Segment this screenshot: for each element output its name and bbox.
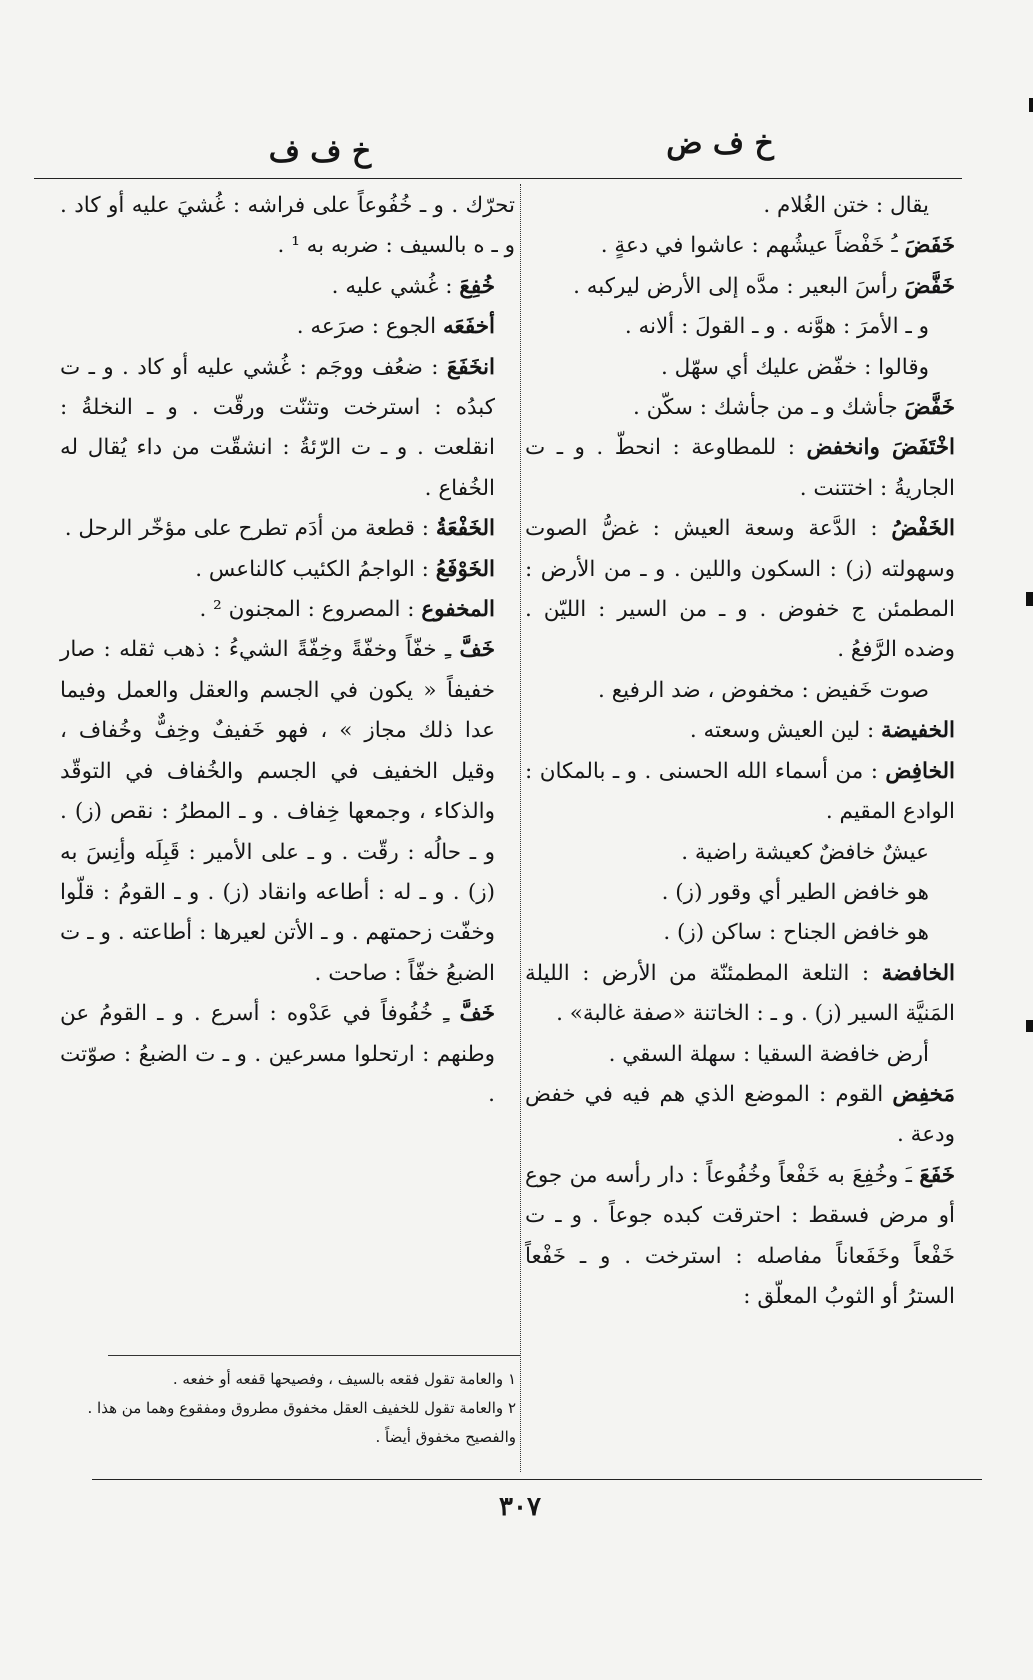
entry-headword: خَفَعَ: [919, 1162, 955, 1188]
entry-definition: صوت خَفيض : مخفوض ، ضد الرفيع .: [598, 677, 929, 703]
dictionary-entry: [525, 226, 955, 266]
entry-headword: خُفِعَ: [459, 273, 495, 299]
entry-headword: الخافِض: [885, 758, 955, 784]
entry-headword: المخفوع: [421, 597, 495, 623]
dictionary-entry: [60, 267, 515, 307]
dictionary-entry: [525, 913, 955, 953]
entry-headword: أخفَعَه: [442, 314, 495, 340]
entry-definition: ـُ خَفْضاً عيشُهم : عاشوا في دعةٍ .: [600, 233, 905, 259]
entry-definition: : غُشي عليه .: [331, 273, 460, 299]
entry-definition: : الدَّعة وسعة العيش : غضُّ الصوت وسهولته (ز) : السكون واللين . و ـ من الأرض : المطمئن ج خفوض . و ـ من السير : الليّن . وضده الرَّفعُ .: [525, 516, 955, 663]
entry-headword: انخَفَعَ: [446, 354, 495, 380]
dictionary-entry: [525, 1035, 955, 1075]
entry-definition: الجوع : صرَعه .: [296, 314, 443, 340]
dictionary-entry: [525, 833, 955, 873]
dictionary-entry: [525, 954, 955, 1035]
entry-definition: عيشٌ خافضٌ كعيشة راضية .: [681, 839, 929, 865]
dictionary-entry: [525, 348, 955, 388]
entry-headword: الخَفْضُ: [891, 516, 955, 542]
footnote-1: ١ والعامة تقول فقعه بالسيف ، وفصيحها قفعه أو خفعه .: [172, 1370, 516, 1388]
dictionary-entry: [60, 550, 515, 590]
dictionary-entry: [60, 307, 515, 347]
right-column: [525, 186, 955, 1317]
entry-headword: خَفَّضَ: [904, 273, 955, 299]
entry-definition: : لين العيش وسعته .: [689, 718, 882, 744]
edge-mark-middle: [1026, 592, 1033, 606]
dictionary-entry: [525, 752, 955, 833]
entry-definition: ـِ خُفُوفاً في عَدْوه : أسرع . و ـ القومُ عن وطنهم : ارتحلوا مسرعين . و ـ ت الضبعُ : صوّتت .: [60, 1001, 495, 1107]
entry-headword: خَفَّضَ: [904, 395, 955, 421]
entry-definition: و ـ الأمرَ : هوَّنه . و ـ القولَ : ألانه .: [624, 314, 929, 340]
entry-headword: اخْتَفَضَ وانخفض: [806, 435, 955, 461]
page-header: [0, 118, 1033, 178]
entry-definition: : التلعة المطمئنّة من الأرض : الليلة المَنيَّة السير (ز) . و ـ : الخاتنة «صفة غالبة» .: [525, 960, 955, 1027]
entry-headword: مَخفِض: [892, 1081, 955, 1107]
entry-definition: أرض خافضة السقيا : سهلة السقي .: [608, 1041, 929, 1067]
dictionary-entry: [525, 1075, 955, 1156]
entry-definition: هو خافض الجناح : ساكن (ز) .: [663, 920, 929, 946]
entry-headword: الخفيضة: [881, 718, 955, 744]
dictionary-entry: [60, 186, 515, 267]
dictionary-entry: [60, 994, 515, 1115]
entry-definition: رأسَ البعير : مدَّه إلى الأرض ليركبه .: [573, 273, 905, 299]
dictionary-entry: [525, 267, 955, 307]
dictionary-entry: [525, 1156, 955, 1318]
header-rule: [34, 178, 962, 179]
dictionary-entry: [60, 348, 515, 510]
entry-definition: : قطعة من أدَم تطرح على مؤخّر الرحل .: [64, 516, 436, 542]
entry-headword: الخَفْعَةُ: [435, 516, 495, 542]
dictionary-entry: [525, 711, 955, 751]
entry-headword: خَفَضَ: [904, 233, 955, 259]
page-number: ٣٠٧: [499, 1492, 541, 1522]
header-root-right: خ ف ض: [666, 126, 774, 161]
entry-definition: وقالوا : خفّض عليك أي سهّل .: [661, 354, 929, 380]
entry-definition: : ضعُف ووجَم : غُشي عليه أو كاد . و ـ ت كبدُه : استرخت وتثنّت ورقّت . و ـ النخلةُ : انقلعت . و ـ ت الرّئةُ : انشقّت من داء يُقال له الخُفاع .: [60, 354, 495, 501]
entry-definition: ـَ وخُفِعَ به خَفْعاً وخُفُوعاً : دار رأسه من جوع أو مرض فسقط : احترقت كبده جوعاً . و ـ ت خَفْعاً وخَفَعاناً مفاصله : استرخت . و ـ خَفْعاً السترُ أو الثوبُ المعلّق :: [525, 1162, 955, 1309]
entry-definition: : المصروع : المجنون ² .: [199, 597, 422, 623]
entry-definition: : الواجمُ الكئيب كالناعس .: [195, 556, 436, 582]
footnote-2: ٢ والعامة تقول للخفيف العقل مخفوق مطروق ومفقوع وهما من هذا . والفصيح مخفوق أيضاً .: [87, 1399, 516, 1446]
entry-headword: خَفَّ: [459, 1001, 495, 1027]
entry-definition: يقال : ختن الغُلام .: [763, 193, 929, 218]
dictionary-entry: [525, 186, 955, 226]
entry-headword: خَفَّ: [459, 637, 495, 663]
dictionary-entry: [60, 509, 515, 549]
entry-definition: هو خافض الطير أي وقور (ز) .: [661, 879, 929, 905]
entry-definition: ـِ خفّاً وخفّةً وخِفّةً الشيءُ : ذهب ثقله : صار خفيفاً « يكون في الجسم والعقل والعمل وفيما عدا ذلك مجاز » ، فهو خَفيفٌ وخِفٌّ وخُفاف ، وقيل الخفيف في الجسم والخُفاف في التوقّد والذكاء ، وجمعها خِفاف . و ـ المطرُ : نقص (ز) . و ـ حالُه : رقّت . و ـ على الأمير : قَبِلَه وأنِسَ به (ز) . و ـ له : أطاعه وانقاد (ز) . و ـ القومُ : قلّوا وخفّت زحمتهم . و ـ الأتن لعيرها : أطاعته . و ـ ت الضبعُ خفّاً : صاحت .: [60, 637, 495, 986]
entry-headword: الخافضة: [881, 960, 955, 986]
header-root-left: خ ف ف: [268, 134, 372, 169]
dictionary-entry: [525, 307, 955, 347]
edge-mark-lower: [1026, 1020, 1033, 1032]
dictionary-entry: [60, 630, 515, 994]
dictionary-entry: [525, 388, 955, 428]
left-column: [60, 186, 515, 1115]
dictionary-entry: [525, 509, 955, 671]
dictionary-entry: [525, 873, 955, 913]
entry-definition: : للمطاوعة : انحطّ . و ـ ت الجاريةُ : اختتنت .: [525, 435, 955, 501]
dictionary-entry: [525, 428, 955, 509]
entry-headword: الخَوْفَعُ: [435, 556, 495, 582]
entry-definition: جأشك و ـ من جأشك : سكّن .: [632, 395, 905, 421]
column-divider: [520, 184, 521, 1472]
footnotes: [80, 1365, 516, 1452]
entry-definition: تحرّك . و ـ خُفُوعاً على فراشه : غُشيَ عليه أو كاد . و ـ ه بالسيف : ضربه به ¹ .: [60, 193, 515, 259]
entry-definition: : من أسماء الله الحسنى . و ـ بالمكان : الوادع المقيم .: [525, 758, 955, 825]
dictionary-entry: [60, 590, 515, 630]
footnote-rule: [108, 1355, 520, 1356]
edge-mark-top: [1029, 98, 1033, 112]
entry-definition: القوم : الموضع الذي هم فيه في خفض ودعة .: [525, 1081, 955, 1148]
footer-rule: [92, 1479, 982, 1480]
dictionary-entry: [525, 671, 955, 711]
